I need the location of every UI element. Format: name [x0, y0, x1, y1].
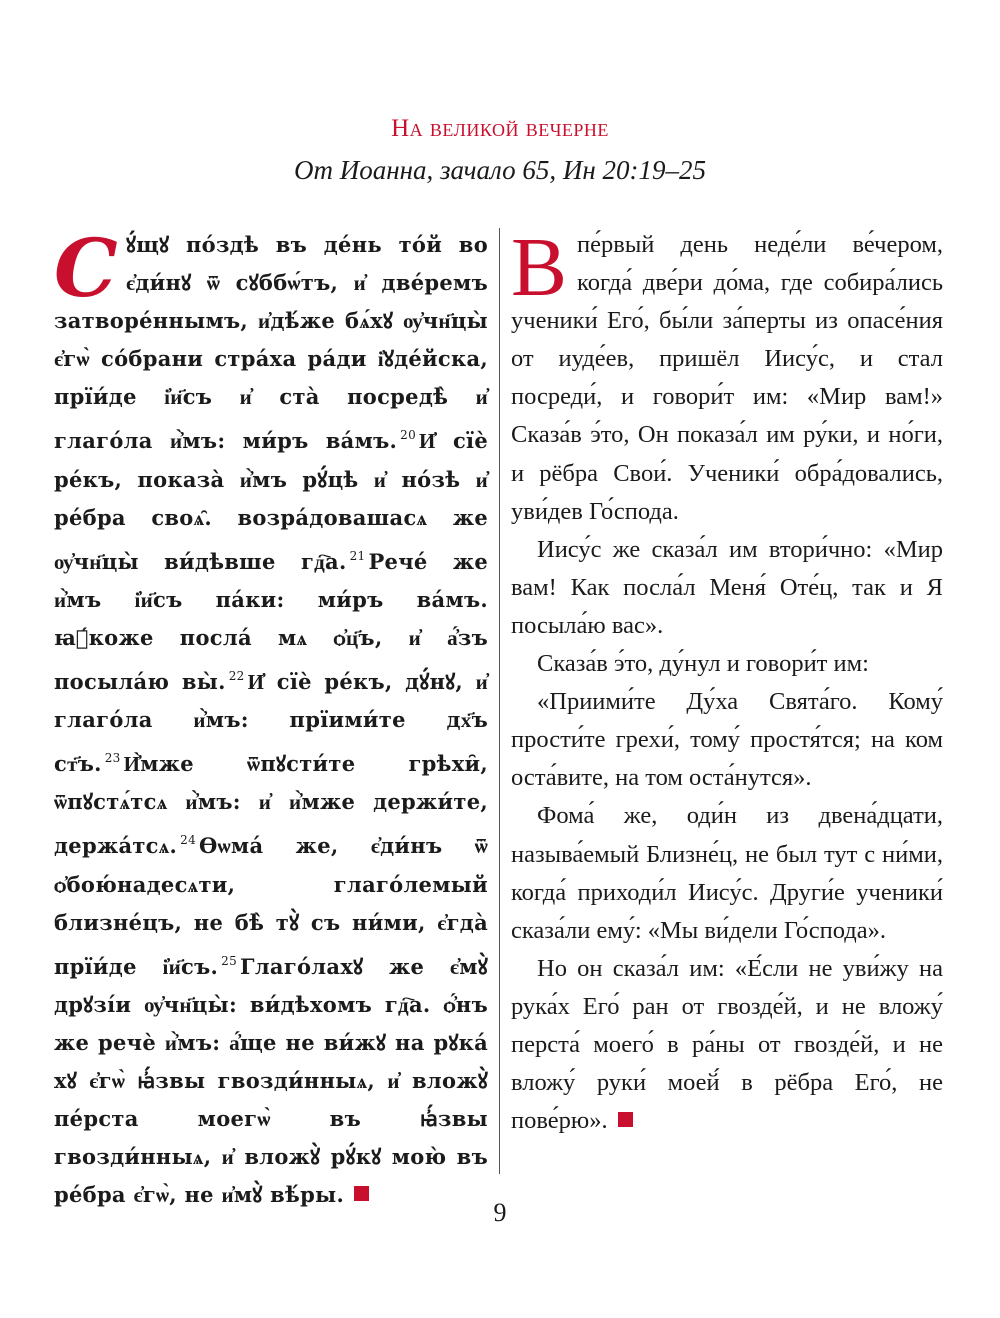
slavonic-verse-25: Глаго́лахꙋ же є҆мꙋ̀ дрꙋзі́и ѹ҆чн҃цы̀: ви́дѣхомъ гд҇а. ѻ҆́нъ же речѐ и҆̀мъ: а҆́ще не ви́жꙋ на рꙋка́ хꙋ є҆гѡ̀ ꙗ҆́звы гвозди́нныѧ, и҆ вложꙋ̀ пе́рста моегѡ̀ въ ꙗ҆́звы гвозди́нныѧ, и҆ вложꙋ̀ рꙋ́кꙋ мою̀ въ ре́бра є҆гѡ̀, не и҆мꙋ̀ вѣ́ры.	[54, 953, 488, 1208]
russian-paragraph-4: «Приими́те Ду́ха Свята́го. Кому́ прости́те грехи́, тому́ простя́тся; на ком оста́вите, на том оста́нутся».	[511, 688, 943, 792]
reading-header	[0, 112, 1000, 190]
russian-paragraph-2: Иису́с же сказа́л им втори́чно: «Мир вам! Как посла́л Меня́ Оте́ц, так и Я посыла́ю вас».	[511, 535, 943, 639]
service-rubric: На великой вечерне	[391, 115, 609, 142]
russian-paragraph-6	[511, 950, 943, 1140]
russian-paragraph-5: Фома́ же, оди́н из двена́дцати, называ́емый Близне́ц, не был тут с ни́ми, когда́ приходи́л Иису́с. Други́е ученики́ сказа́ли ему́: «Мы ви́дели Го́спода».	[511, 802, 943, 944]
slavonic-verse-23: И҆̀мже ѿпꙋсти́те грѣхи̑, ѿпꙋстѧ́тсѧ и҆̀мъ: и҆ и҆̀мже держи́те, держа́тсѧ.	[54, 751, 488, 859]
slavonic-paragraph	[54, 221, 488, 1214]
slavonic-verse-20: И҆ сїѐ ре́къ, показа̀ и҆̀мъ рꙋ́цѣ и҆ но́зѣ и҆ ре́бра своѧ̑. возра́довашасѧ же ѹ҆чн҃цы̀ ви́дѣвше гд҇а.	[54, 428, 488, 574]
column-divider	[499, 228, 500, 1174]
russian-paragraph-6-text: Но он сказа́л им: «Е́сли не уви́жу на рука́х Его́ ран от гвозде́й, и не вложу́ перста́ моего́ в ра́ны от гвозде́й, и не вложу́ руки́ моей́ в рёбра Его́, не пове́рю».	[511, 954, 943, 1135]
slavonic-verse-21: Рече́ же и҆̀мъ і҆и҃съ па́ки: ми́ръ ва́мъ. ꙗ҆́коже посла́ мѧ ѻ҆ц҃ъ, и҆ а҆́зъ посыла́ю вы̀.	[54, 548, 488, 695]
verse-number-25: 25	[221, 953, 238, 968]
russian-text-column	[511, 221, 943, 1140]
reading-reference: От Иоанна, зачало 65, Ин 20:19–25	[293, 155, 707, 185]
verse-number-23: 23	[104, 751, 121, 766]
verse-number-24: 24	[180, 833, 197, 848]
russian-paragraph-1	[511, 221, 943, 531]
russian-drop-cap: В	[511, 221, 568, 314]
russian-paragraph-1-text: пе́рвый день неде́ли ве́чером, когда́ две́ри до́ма, где собира́лись ученики́ Его́, бы́ли за́перты из опасе́ния от иуде́ев, пришёл Иису́с, и стал посреди́, и говори́т им: «Мир вам!» Сказа́в э́то, Он показа́л им ру́ки, и но́ги, и рёбра Свои́. Ученики́ обра́довались, уви́дев Го́спода.	[511, 231, 943, 525]
slavonic-verse-19: ꙋ́щꙋ по́здѣ въ де́нь то́й во є҆ди́нꙋ ѿ сꙋббѡ́тъ, и҆ две́ремъ затворе́ннымъ, и҆дѣ́же бѧ́хꙋ ѹ҆чн҃цы̀ є҆гѡ̀ со́брани стра́ха ра́ди і҆ꙋде́йска, прїи́де і҆и҃съ и҆ ста̀ посредѣ̀ и҆ глаго́ла и҆̀мъ: ми́ръ ва́мъ.	[54, 232, 488, 454]
slavonic-verse-22: И҆ сїѐ ре́къ, дꙋ́нꙋ, и҆ глаго́ла и҆̀мъ: прїими́те дх҃ъ ст҃ъ.	[54, 669, 488, 777]
russian-paragraph-3: Сказа́в э́то, ду́нул и говори́т им:	[537, 650, 869, 678]
end-of-reading-mark	[618, 1112, 633, 1127]
slavonic-drop-cap: С	[54, 221, 118, 315]
slavonic-text-column	[54, 221, 488, 1214]
slavonic-verse-24: Ѳѡма́ же, є҆ди́нъ ѿ ѻ҆бою́надесѧти, глаго́лемый близне́цъ, не бѣ̀ тꙋ̀ съ ни́ми, є҆гда̀ прїи́де і҆и҃съ.	[54, 833, 488, 979]
verse-number-20: 20	[400, 428, 417, 443]
verse-number-21: 21	[349, 548, 366, 563]
page-number: 9	[493, 1198, 507, 1227]
verse-number-22: 22	[228, 669, 245, 684]
